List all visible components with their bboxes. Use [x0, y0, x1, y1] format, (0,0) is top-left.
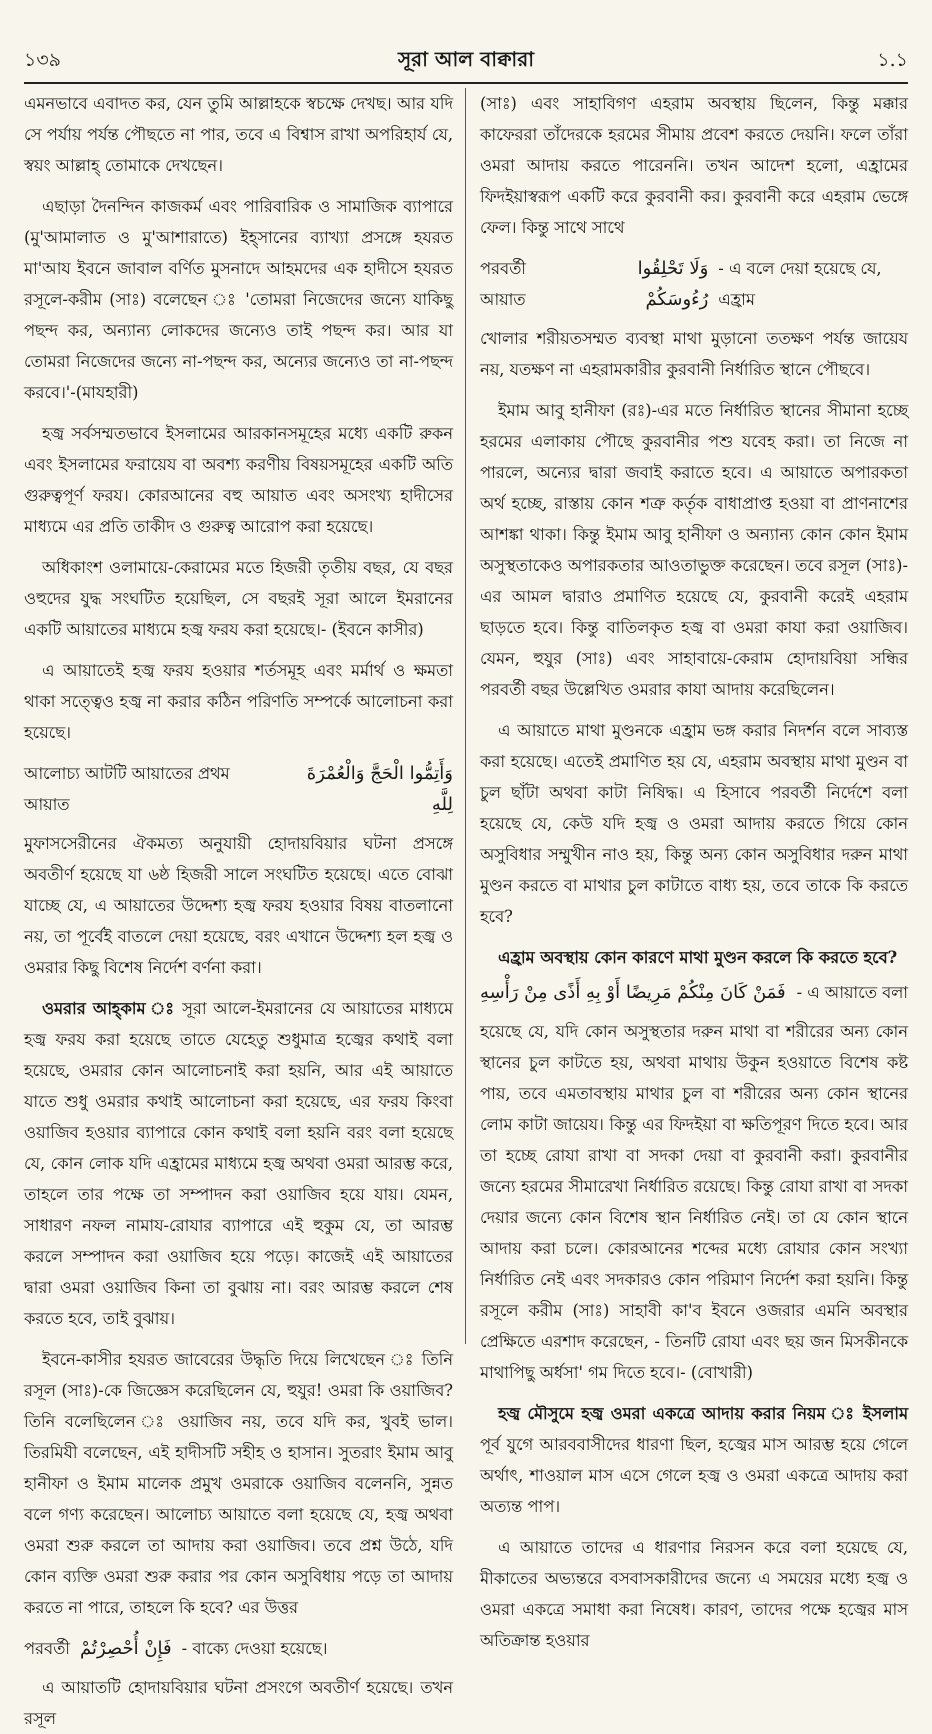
verse-line [480, 253, 908, 315]
paragraph: ইবনে-কাসীর হযরত জাবেরের উদ্ধৃতি দিয়ে লিখেছেন ঃ তিনি রসূল (সাঃ)-কে জিজ্ঞেস করেছিলেন যে, হুযুর! ওমরা কি ওয়াজিব? তিনি বলেছিলেন ঃ ওয়াজিব নয়, তবে যদি কর, খুবই ভাল। তিরমিযী বলেছেন, এই হাদীসটি সহীহ ও হাসান। সুতরাং ইমাম আবু হানীফা ও ইমাম মালেক প্রমুখ ওমরাকে ওয়াজিব বলেননি, সুন্নত বলে গণ্য করেছেন। আলোচ্য আয়াতে বলা হয়েছে যে, হজ্ব অথবা ওমরা শুরু করলে তা আদায় করা ওয়াজিব। তবে প্রশ্ন উঠে, যদি কোন ব্যক্তি ওমরা শুরু করার পর কোন অসুবিধায় পড়ে তা আদায় করতে না পারে, তাহলে কি হবে? এর উত্তর [24, 1350, 453, 1617]
arabic-verse: وَلَا تَحْلِقُوا رُءُوسَكُمْ [637, 258, 709, 310]
verse-line [24, 758, 453, 820]
paragraph: হয়েছে যে, যদি কোন অসুস্থতার দরুন মাথা বা শরীরের অন্য কোন স্থানের চুল কাটতে হয়, অথবা মাথায় উকুন হওয়াতে বিশেষ কষ্ট পায়, তবে এমতাবস্থায় মাথার চুল বা শরীরের অন্য কোন স্থানের লোম কাটা জায়েয। কিন্তু এর ফিদইয়া বা ক্ষতিপূরণ দিতে হবে। আর তা হচ্ছে রোযা রাখা বা সদকা দেয়া বা কুরবানী করা। কুরবানীর জন্যে হরমের সীমারেখা নির্ধারিত রয়েছে। কিন্তু রোযা রাখা বা সদকা দেয়ার জন্যে কোন বিশেষ স্থান নির্ধারিত নেই। তা যে কোন স্থানে আদায় করা চলে। কোরআনের শব্দের মধ্যে রোযার কোন সংখ্যা নির্ধারিত নেই এবং সদকারও কোন পরিমাণ নির্দেশ করা হয়নি। কিন্তু রসূলে করীম (সাঃ) সাহাবী কা'ব ইবনে ওজরার এমনি অবস্থার প্রেক্ষিতে এরশাদ করেছেন, - তিনটি রোযা এবং ছয় জন মিসকীনকে মাথাপিছু অর্ধসা' গম দিতে হবে।- (বোখারী) [480, 1022, 908, 1382]
page-number-left: ১৩৯ [24, 49, 62, 71]
page-header [24, 38, 908, 84]
page-number-right: ১.১ [877, 49, 908, 71]
verse-lead: পরবর্তী আয়াত [480, 259, 526, 309]
paragraph: ইমাম আবু হানীফা (রঃ)-এর মতে নির্ধারিত স্থানের সীমানা হচ্ছে হরমের এলাকায় পৌছে কুরবানীর পশু যবেহ করা। তা নিজে না পারলে, অন্যের দ্বারা জবাই করাতে হবে। এ আয়াতে অপারকতা অর্থ হচ্ছে, রাস্তায় কোন শত্রু কর্তৃক বাধাপ্রাপ্ত হওয়া বা প্রাণনাশের আশঙ্কা থাকা। কিন্তু ইমাম আবু হানীফা ও অন্যান্য কোন কোন ইমাম অসুস্থতাকেও অপারকতার আওতাভুক্ত করেছেন। তবে রসূল (সাঃ)-এর আমল দ্বারাও প্রমাণিত হয়েছে যে, কুরবানী করেই এহরাম ছাড়তে হবে। কিন্তু বাতিলকৃত হজ্ব বা ওমরা কাযা করা ওয়াজিব। যেমন, হুযুর (সাঃ) এবং সাহাবায়ে-কেরাম হোদায়বিয়া সন্ধির পরবর্তী বছর উল্লেখিত ওমরার কাযা আদায় করেছিলেন। [480, 401, 908, 699]
paragraph: মুফাসসেরীনের ঐকমত্য অনুযায়ী হোদায়বিয়ার ঘটনা প্রসঙ্গে অবতীর্ণ হয়েছে যা ৬ষ্ঠ হিজরী সালে সংঘটিত হয়েছে। এতে বোঝা যাচ্ছে যে, এ আয়াতের উদ্দেশ্য হজ্ব ফরয হওয়ার বিষয় বাতলানো নয়, তা পূর্বেই বাতলে দেয়া হয়েছে, বরং এখানে উদ্দেশ্য হল হজ্ব ও ওমরার কিছু বিশেষ নির্দেশ বর্ণনা করা। [24, 834, 453, 977]
verse-line [480, 977, 908, 1008]
arabic-phrase: فَإِنْ أُحْصِرْتُمْ [79, 1638, 172, 1659]
verse-tail: - এ আয়াতে বলা [796, 983, 908, 1002]
paragraph-text: সূরা আলে-ইমরানের যে আয়াতের মাধ্যমে হজ্ব ফরয করা হয়েছে তাতে যেহেতু শুধুমাত্র হজ্বের কথাই বলা হয়েছে, ওমরার কোন আলোচনাই করা হয়নি, আর এই আয়াতে যাতে শুধু ওমরার কথাই আলোচনা করা হয়েছে, এর ফরয কিংবা ওয়াজিব হওয়ার ব্যাপারে কোন কথাই বলা হয়নি বরং বলা হয়েছে যে, কোন লোক যদি এহ্রামের মাধ্যমে হজ্ব অথবা ওমরা আরম্ভ করে, তাহলে তার পক্ষে তা সম্পাদন করা ওয়াজিব হয়ে যায়। যেমন, সাধারণ নফল নামায-রোযার ব্যাপারে এই হুকুম যে, তা আরম্ভ করলে সম্পাদন করা ওয়াজিব হয়ে পড়ে। কাজেই এই আয়াতের দ্বারা ওমরা ওয়াজিব কিনা তা বুঝায় না। বরং আরম্ভ করলে শেষ করতে হবে, তাই বুঝায়। [24, 999, 453, 1328]
paragraph: হজ্ব সর্বসম্মতভাবে ইসলামের আরকানসমূহের মধ্যে একটি রুকন এবং ইসলামের ফরায়েয বা অবশ্য করণীয় বিষয়সমূহের একটি অতি গুরুত্বপূর্ণ ফরয। কোরআনের বহু আয়াত এবং অসংখ্য হাদীসের মাধ্যমে এর প্রতি তাকীদ ও গুরুত্ব আরোপ করা হয়েছে। [24, 424, 453, 536]
paragraph: এমনভাবে এবাদত কর, যেন তুমি আল্লাহকে স্বচক্ষে দেখছ। আর যদি সে পর্যায় পর্যন্ত পৌছতে না পার, তবে এ বিশ্বাস রাখা অপরিহার্য যে, স্বয়ং আল্লাহ্ তোমাকে দেখছেন। [24, 94, 453, 175]
paragraph: এ আয়াতেই হজ্ব ফরয হওয়ার শর্তসমূহ এবং মর্মার্থ ও ক্ষমতা থাকা সত্ত্বেও হজ্ব না করার কঠিন পরিণতি সম্পর্কে আলোচনা করা হয়েছে। [24, 661, 453, 742]
left-column [24, 88, 466, 1728]
verse-tail: - এ বলে দেয়া হয়েছে যে, এহ্রাম [718, 259, 882, 309]
paragraph: এছাড়া দৈনন্দিন কাজকর্ম এবং পারিবারিক ও সামাজিক ব্যাপারে (মু'আমালাত ও মু'আশারাতে) ইহ্সানের ব্যাখ্যা প্রসঙ্গে হযরত মা'আয ইবনে জাবাল বর্ণিত মুসনাদে আহমদের এক হাদীসে হযরত রসূলে-করীম (সাঃ) বলেছেন ঃ 'তোমরা নিজেদের জন্যে যাকিছু পছন্দ কর, অন্যান্য লোকদের জন্যেও তাই পছন্দ কর। আর যা তোমরা নিজেদের জন্যে না-পছন্দ কর, অন্যের জন্যেও তা না-পছন্দ করবে।'-(মাযহারী) [24, 197, 453, 402]
answer-line [24, 1633, 453, 1664]
umrah-rules-paragraph [24, 993, 453, 1334]
umrah-heading: ওমরার আহ্কাম ঃ [42, 999, 176, 1018]
arabic-verse: فَمَنْ كَانَ مِنْكُمْ مَرِيضًا أَوْ بِهِ أَذًى مِنْ رَأْسِهِ [480, 982, 786, 1003]
text-columns [24, 88, 908, 1728]
paragraph: (সাঃ) এবং সাহাবিগণ এহরাম অবস্থায় ছিলেন, কিন্তু মক্কার কাফেররা তাঁদেরকে হরমের সীমায় প্রবেশ করতে দেয়নি। ফলে তাঁরা ওমরা আদায় করতে পারেননি। তখন আদেশ হলো, এহ্রামের ফিদইয়াস্বরূপ একটি করে কুরবানী কর। কুরবানী করে এহরাম ভেঙ্গে ফেল। কিন্তু সাথে সাথে [480, 94, 908, 237]
paragraph: খোলার শরীয়তসম্মত ব্যবস্থা মাথা মুড়ানো ততক্ষণ পর্যন্ত জায়েয নয়, যতক্ষণ না এহরামকারীর কুরবানী নির্ধারিত স্থানে পৌছবে। [480, 329, 908, 379]
paragraph: অধিকাংশ ওলামায়ে-কেরামের মতে হিজরী তৃতীয় বছর, যে বছর ওহুদের যুদ্ধ সংঘটিত হয়েছিল, সে বছরই সূরা আলে ইমরানের একটি আয়াতের মাধ্যমে হজ্ব ফরয করা হয়েছে।- (ইবনে কাসীর) [24, 558, 453, 639]
arabic-verse: وَأَتِمُّوا الْحَجَّ وَالْعُمْرَةَ لِلَّهِ [306, 763, 453, 815]
question-heading: এহ্রাম অবস্থায় কোন কারণে মাথা মুণ্ডন করলে কি করতে হবে? [498, 948, 898, 967]
combined-rule-heading: হজ্ব মৌসুমে হজ্ব ওমরা একত্রে আদায় করার নিয়ম ঃ ইসলাম [498, 1404, 908, 1423]
paragraph: এ আয়াতটি হোদায়বিয়ার ঘটনা প্রসংগে অবতীর্ণ হয়েছে। তখন রসূল [24, 1678, 453, 1728]
answer-tail: - বাক্যে দেওয়া হয়েছে। [181, 1639, 328, 1658]
paragraph: এ আয়াতে তাদের এ ধারণার নিরসন করে বলা হয়েছে যে, মীকাতের অভ্যন্তরে বসবাসকারীদের জন্যে এ সময়ের মধ্যে হজ্ব ও ওমরা একত্রে সমাধা করা নিষেধ। কারণ, তাদের পক্ষে হজ্বের মাস অতিক্রান্ত হওয়ার [480, 1538, 908, 1650]
paragraph: এ আয়াতে মাথা মুণ্ডনকে এহ্রাম ভঙ্গ করার নিদর্শন বলে সাব্যস্ত করা হয়েছে। এতেই প্রমাণিত হয় যে, এহরাম অবস্থায় মাথা মুণ্ডন বা চুল ছাঁটা অথবা কাটা নিষিদ্ধ। এ হিসাবে পরবর্তী নির্দেশে বলা হয়েছে যে, কেউ যদি হজ্ব ও ওমরা আদায় করতে গিয়ে কোন অসুবিধার সম্মুখীন নাও হয়, কিন্তু অন্য কোন অসুবিধার দরুন মাথা মুণ্ডন করতে বা মাথার চুল কাটাতে বাধ্য হয়, তবে তাকে কি করতে হবে? [480, 721, 908, 926]
right-column [466, 88, 908, 1650]
combined-rule-paragraph [480, 1398, 908, 1522]
paragraph-text: পূর্ব যুগে আরববাসীদের ধারণা ছিল, হজ্বের মাস আরম্ভ হয়ে গেলে অর্থাৎ, শাওয়াল মাস এসে গেলে হজ্ব ও ওমরা একত্রে আদায় করা অত্যন্ত পাপ। [480, 1435, 908, 1516]
surah-title: সূরা আল বাক্বারা [397, 47, 535, 71]
answer-lead: পরবর্তী [24, 1639, 70, 1658]
verse-lead: আলোচ্য আটটি আয়াতের প্রথম আয়াত [24, 764, 230, 814]
